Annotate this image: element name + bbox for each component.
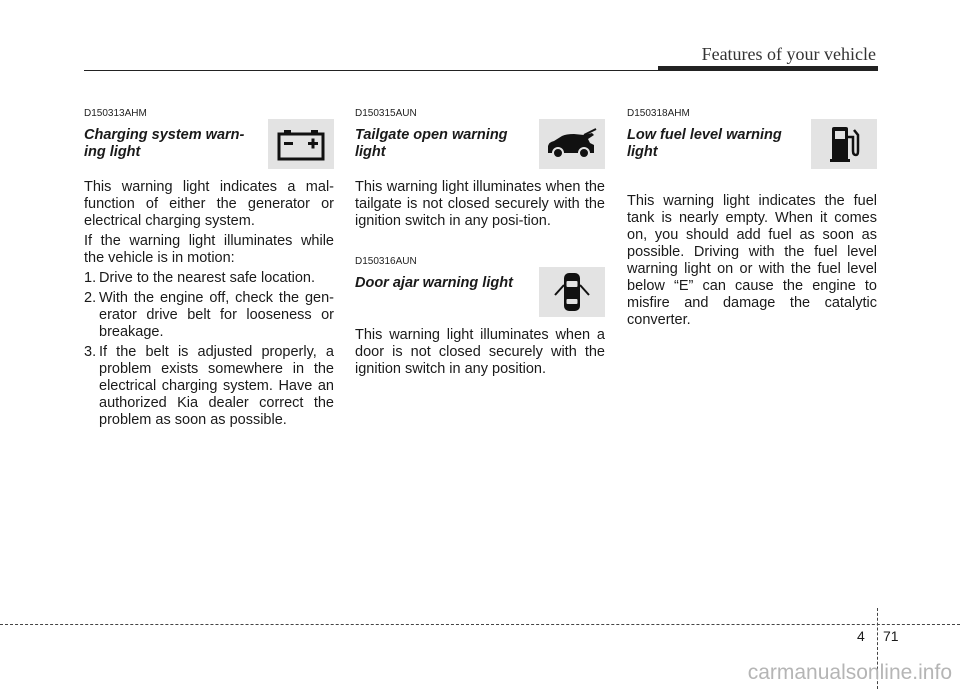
step-number: 1. — [84, 270, 97, 286]
list-item — [84, 344, 334, 429]
step-number: 2. — [84, 290, 97, 306]
door-ajar-icon — [539, 267, 605, 317]
watermark: carmanualsonline.info — [747, 661, 952, 684]
steps-list — [84, 270, 334, 429]
section-body: This warning light indicates the fuel tank is nearly empty. When it comes on, you should add fuel as soon as possible. Driving with the fuel level warning light on or with the fuel level below “E” can cause the engine to misfire and damage the catalytic converter. — [627, 193, 877, 328]
section-body — [84, 179, 334, 429]
battery-icon — [268, 119, 334, 169]
column-2 — [355, 108, 605, 378]
header-rule-accent — [658, 66, 878, 71]
paragraph: If the warning light illuminates while the vehicle is in motion: — [84, 233, 334, 266]
column-1 — [84, 108, 334, 432]
section-header — [355, 127, 605, 167]
section-body: This warning light illuminates when a door is not closed securely with the ignition switch in any position. — [355, 327, 605, 377]
paragraph: This warning light indicates a mal-function of either the generator or electrical charging system. — [84, 179, 334, 229]
list-item — [84, 290, 334, 341]
section-header — [84, 127, 334, 167]
section-code: D150316AUN — [355, 256, 417, 267]
section-header — [627, 127, 877, 167]
section-code: D150313AHM — [84, 108, 147, 119]
step-number: 3. — [84, 344, 97, 360]
section-heading: Charging system warn-ing light — [84, 127, 245, 160]
section-code: D150315AUN — [355, 108, 417, 119]
section-code: D150318AHM — [627, 108, 690, 119]
tailgate-open-icon — [539, 119, 605, 169]
list-item — [84, 270, 334, 287]
column-3 — [627, 108, 877, 329]
page-number: 71 — [883, 628, 899, 644]
fuel-pump-icon — [811, 119, 877, 169]
step-text: With the engine off, check the gen-erator drive belt for looseness or breakage. — [99, 290, 334, 340]
chapter-number: 4 — [857, 628, 865, 644]
section-heading: Low fuel level warning light — [627, 127, 782, 160]
page-header-title: Features of your vehicle — [701, 44, 876, 64]
section-heading: Tailgate open warning light — [355, 127, 508, 160]
section-header — [355, 275, 605, 315]
step-text: Drive to the nearest safe location. — [99, 270, 316, 286]
section-body: This warning light illuminates when the tailgate is not closed securely with the ignition switch in any posi-tion. — [355, 179, 605, 229]
section-heading: Door ajar warning light — [355, 275, 513, 291]
footer-rule — [0, 624, 960, 625]
step-text: If the belt is adjusted properly, a problem exists somewhere in the electrical charging system. Have an authorized Kia dealer correct the problem as soon as possible. — [99, 344, 334, 428]
